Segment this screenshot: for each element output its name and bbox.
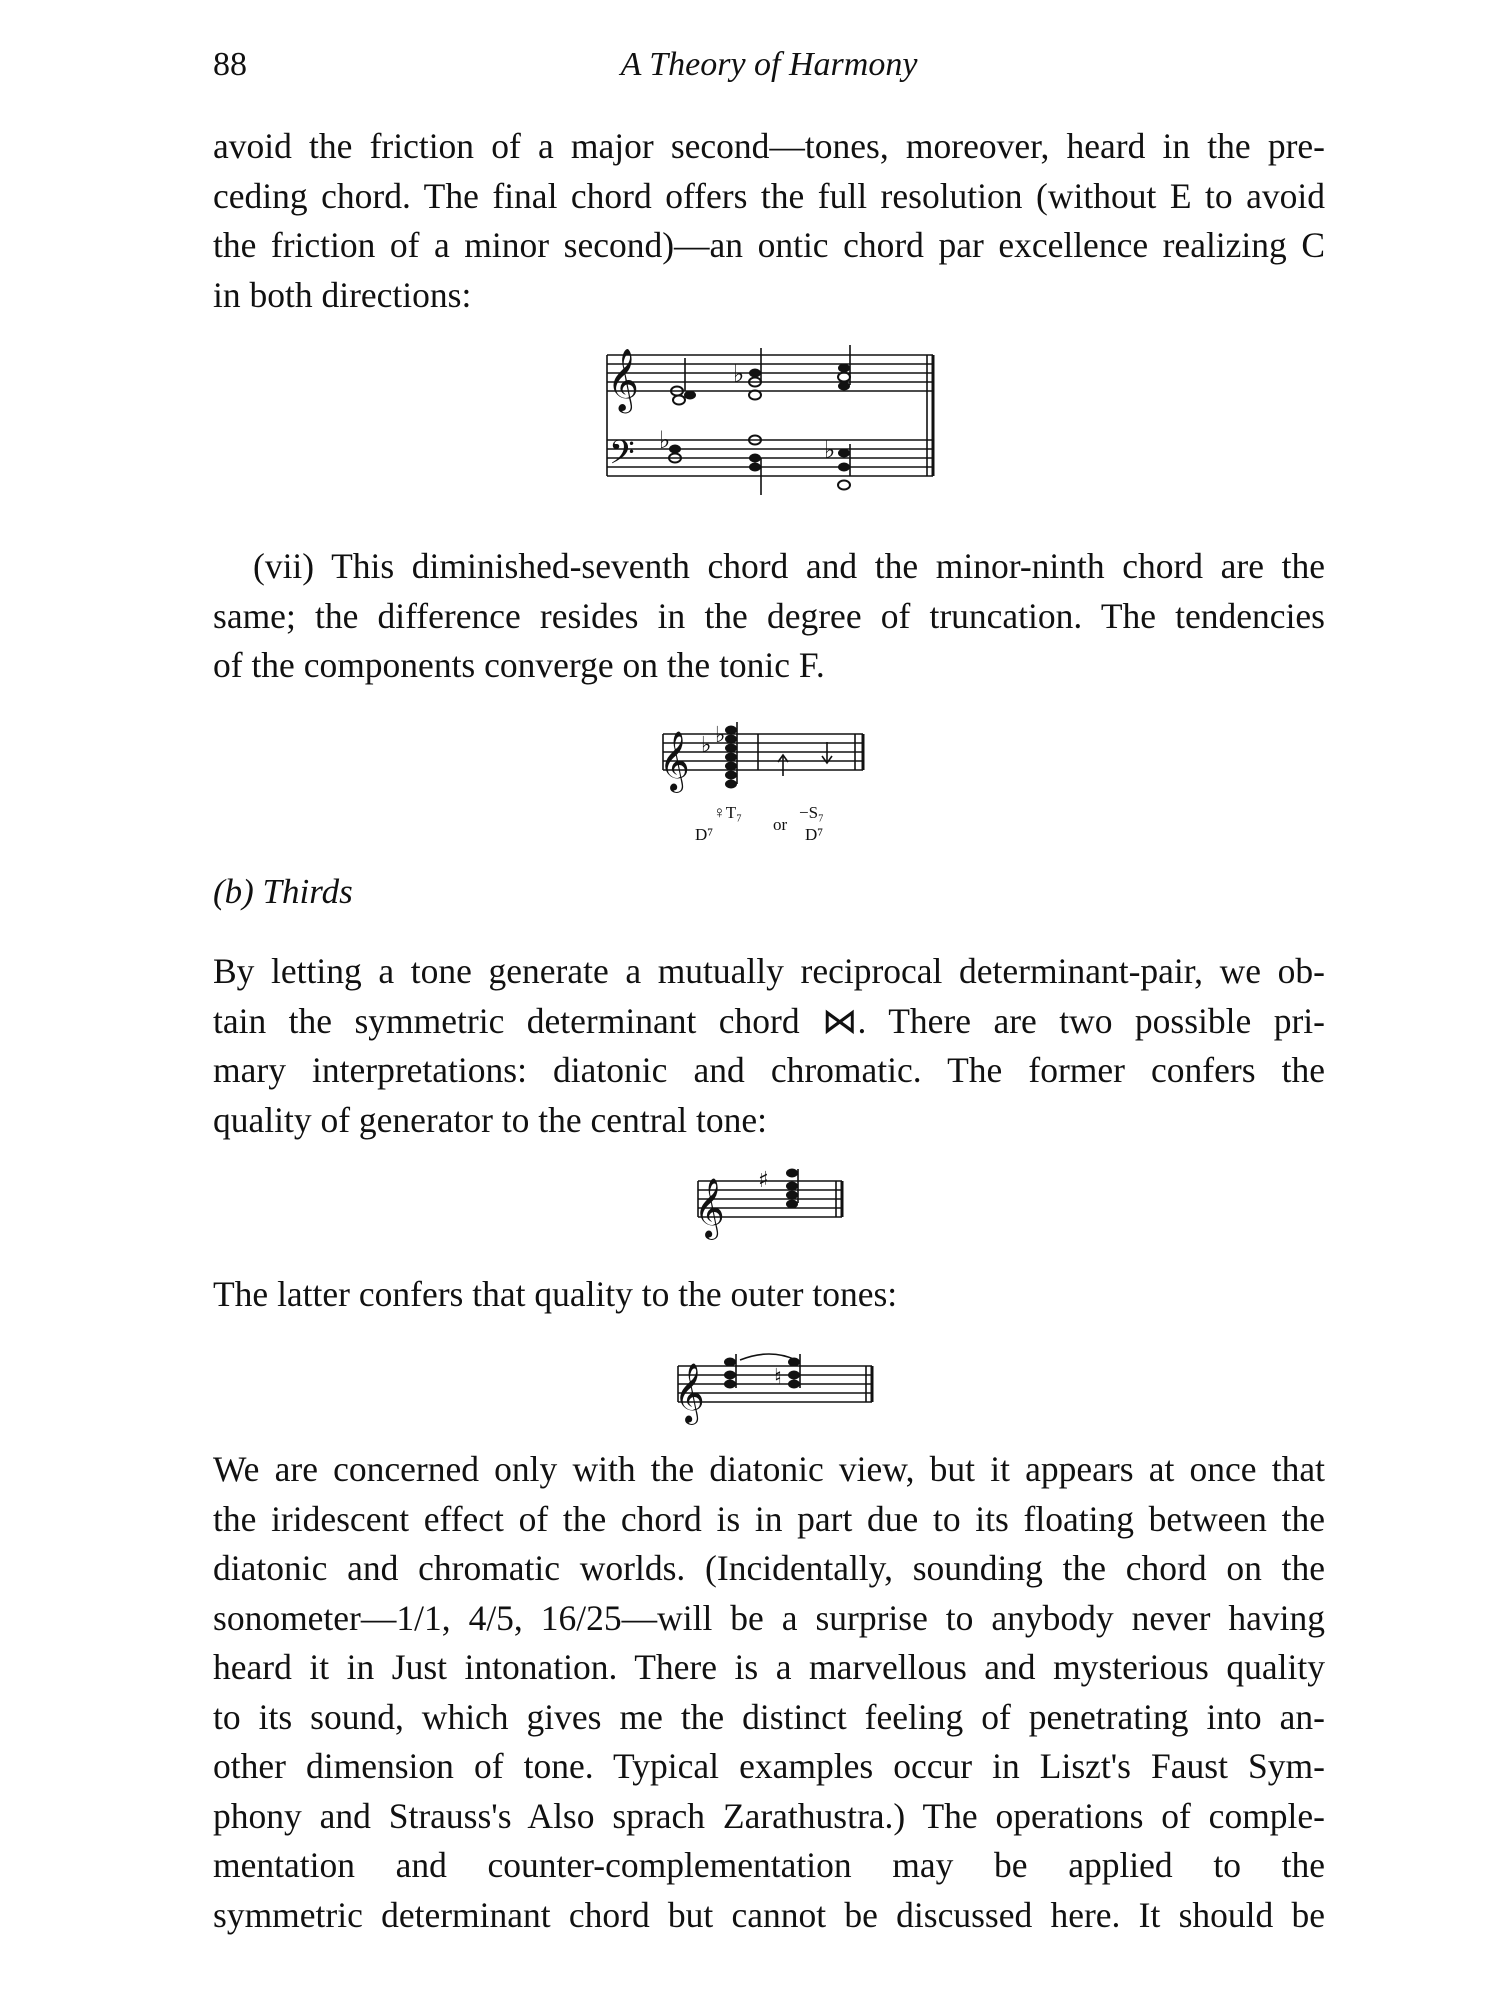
- text-line: mary interpretations: diatonic and chromatic. The former confers the: [213, 1050, 1325, 1090]
- text-line: sonometer—1/1, 4/5, 16/25—will be a surprise to anybody never having: [213, 1597, 1325, 1638]
- text-line: We are concerned only with the diatonic view, but it appears at once that: [213, 1449, 1325, 1489]
- text-line: symmetric determinant chord but cannot be discussed here. It should be: [213, 1894, 1325, 1935]
- paragraph-3: [213, 947, 1325, 1145]
- section-heading: (b) Thirds: [213, 872, 353, 911]
- text-line: tain the symmetric determinant chord ⋈. There are two possible pri-: [213, 1000, 1325, 1041]
- text-line: the iridescent effect of the chord is in part due to its floating between the: [213, 1498, 1325, 1539]
- text-line: same; the difference resides in the degree of truncation. The tendencies: [213, 595, 1325, 636]
- paragraph-5: [213, 1445, 1325, 1940]
- text-line: in both directions:: [213, 274, 472, 315]
- function-label-d7-left: D⁷: [695, 825, 714, 844]
- text-line: other dimension of tone. Typical examples occur in Liszt's Faust Sym-: [213, 1746, 1325, 1786]
- page-header: [213, 46, 1325, 96]
- text-line: By letting a tone generate a mutually reciprocal determinant-pair, we ob-: [213, 951, 1325, 991]
- music-example-outer-tones: [670, 1340, 900, 1430]
- symmetric-chord-notation-1: [690, 1155, 850, 1245]
- diminished-seventh-notation: [655, 712, 875, 862]
- text-line: of the components converge on the tonic F.: [213, 645, 825, 685]
- treble-clef-icon: 𝄞: [607, 348, 639, 411]
- function-label-d7-right: D⁷: [805, 825, 824, 844]
- paragraph-4: [213, 1270, 1325, 1320]
- sharp-icon: ♯: [758, 1168, 769, 1193]
- paragraph-1: [213, 122, 1325, 320]
- text-line: The latter confers that quality to the outer tones:: [213, 1274, 898, 1314]
- text-line: heard it in Just intonation. There is a marvellous and mysterious quality: [213, 1647, 1325, 1687]
- flat-icon: ♭: [733, 360, 745, 388]
- treble-clef-icon: 𝄞: [659, 731, 690, 791]
- function-label-t7: ♀T₇: [713, 803, 743, 822]
- paragraph-2: [213, 542, 1325, 691]
- flat-icon: ♭: [659, 426, 671, 454]
- running-title: A Theory of Harmony: [620, 46, 918, 83]
- text-line: phony and Strauss's Also sprach Zarathustra.) The operations of comple-: [213, 1795, 1325, 1836]
- symmetric-chord-notation-2: [670, 1340, 900, 1430]
- bass-clef-icon: 𝄢: [609, 434, 635, 480]
- or-label: or: [773, 815, 788, 834]
- text-line: diatonic and chromatic worlds. (Incidentally, sounding the chord on the: [213, 1548, 1325, 1588]
- flat-icon: ♭: [701, 733, 712, 758]
- text-line: the friction of a minor second)—an ontic chord par excellence realizing C: [213, 225, 1325, 265]
- grand-staff-notation: [595, 340, 935, 515]
- text-line: mentation and counter-complementation may be applied to the: [213, 1845, 1325, 1885]
- text-line: ceding chord. The final chord offers the full resolution (without E to avoid: [213, 175, 1325, 216]
- music-example-grand-staff: [595, 340, 935, 515]
- flat-icon: ♭: [715, 723, 726, 748]
- text-line: (vii) This diminished-seventh chord and the minor-ninth chord are the: [253, 546, 1325, 586]
- treble-clef-icon: 𝄞: [674, 1363, 705, 1423]
- function-label-s7: −S₇: [799, 803, 824, 822]
- text-line: avoid the friction of a major second—tones, moreover, heard in the pre-: [213, 126, 1325, 166]
- music-example-diminished-seventh: [655, 712, 875, 862]
- flat-icon: ♭: [824, 436, 836, 464]
- treble-clef-icon: 𝄞: [694, 1178, 725, 1238]
- music-example-central-tone: [690, 1155, 850, 1245]
- natural-icon: ♮: [774, 1365, 782, 1390]
- text-line: to its sound, which gives me the distinct feeling of penetrating into an-: [213, 1696, 1325, 1737]
- page-number: 88: [213, 46, 247, 83]
- text-line: quality of generator to the central tone:: [213, 1099, 767, 1140]
